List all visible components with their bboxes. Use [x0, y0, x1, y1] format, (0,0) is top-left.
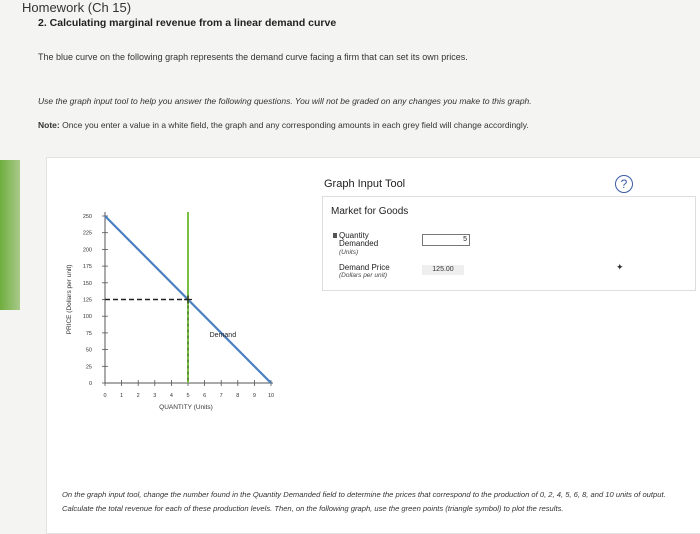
x-tick-label: 8 [236, 393, 240, 399]
note-label: Note: [38, 120, 60, 130]
quantity-demanded-input[interactable]: 5 [422, 234, 470, 246]
x-tick-label: 7 [219, 393, 223, 399]
intro-text: The blue curve on the following graph represents the demand curve facing a firm that can set its own prices. [38, 52, 468, 62]
x-tick-label: 2 [136, 393, 140, 399]
x-tick-label: 5 [186, 393, 190, 399]
x-tick-label: 0 [103, 393, 107, 399]
mouse-cursor-icon: ✦ [616, 262, 624, 272]
help-icon[interactable]: ? [615, 175, 633, 193]
x-axis-title: QUANTITY (Units) [159, 404, 213, 411]
quantity-unit: (Units) [339, 249, 359, 256]
x-tick-label: 3 [153, 393, 157, 399]
quantity-label-line1: Quantity [339, 231, 369, 240]
x-tick-label: 10 [267, 393, 275, 399]
note-body: Once you enter a value in a white field, the graph and any corresponding amounts in each grey field will change accordingly. [59, 120, 529, 130]
y-tick-label: 225 [82, 230, 92, 237]
x-tick-label: 9 [252, 393, 256, 399]
graph-input-tool-title: Graph Input Tool [324, 178, 406, 190]
y-tick-label: 25 [85, 364, 92, 371]
quantity-swatch-icon [333, 233, 337, 238]
y-tick-label: 100 [82, 314, 92, 321]
y-tick-label: 0 [88, 381, 92, 387]
y-axis-title: PRICE (Dollars per unit) [66, 264, 73, 335]
market-title: Market for Goods [331, 206, 409, 217]
footer-instructions: On the graph input tool, change the number found in the Quantity Demanded field to determine the prices that correspond to the production of 0, 2, 4, 5, 6, 8, and 10 units of output. Calculate the total revenue for each of these production levels. Then, on the following graph, use the green points (triangle symbol) to plot the results. [62, 490, 666, 513]
y-tick-label: 125 [82, 297, 92, 304]
x-tick-label: 6 [203, 393, 207, 399]
y-tick-label: 175 [82, 264, 92, 271]
homework-title: Homework (Ch 15) [22, 0, 132, 15]
y-tick-label: 50 [85, 347, 92, 354]
demand-price-unit: (Dollars per unit) [339, 272, 388, 279]
demand-price-output: 125.00 [422, 265, 464, 275]
demand-curve-label: Demand [209, 331, 237, 339]
instruction-text: Use the graph input tool to help you answer the following questions. You will not be graded on any changes you make to this graph. [38, 96, 532, 106]
quantity-label-line2: Demanded [339, 239, 379, 248]
x-tick-label: 4 [169, 393, 173, 399]
y-tick-label: 250 [82, 214, 92, 220]
y-tick-label: 150 [82, 280, 92, 287]
demand-price-label: Demand Price [339, 263, 390, 272]
y-tick-label: 200 [82, 247, 92, 254]
x-tick-label: 1 [120, 393, 124, 399]
y-tick-label: 75 [85, 330, 92, 337]
question-title: 2. Calculating marginal revenue from a linear demand curve [38, 17, 337, 29]
